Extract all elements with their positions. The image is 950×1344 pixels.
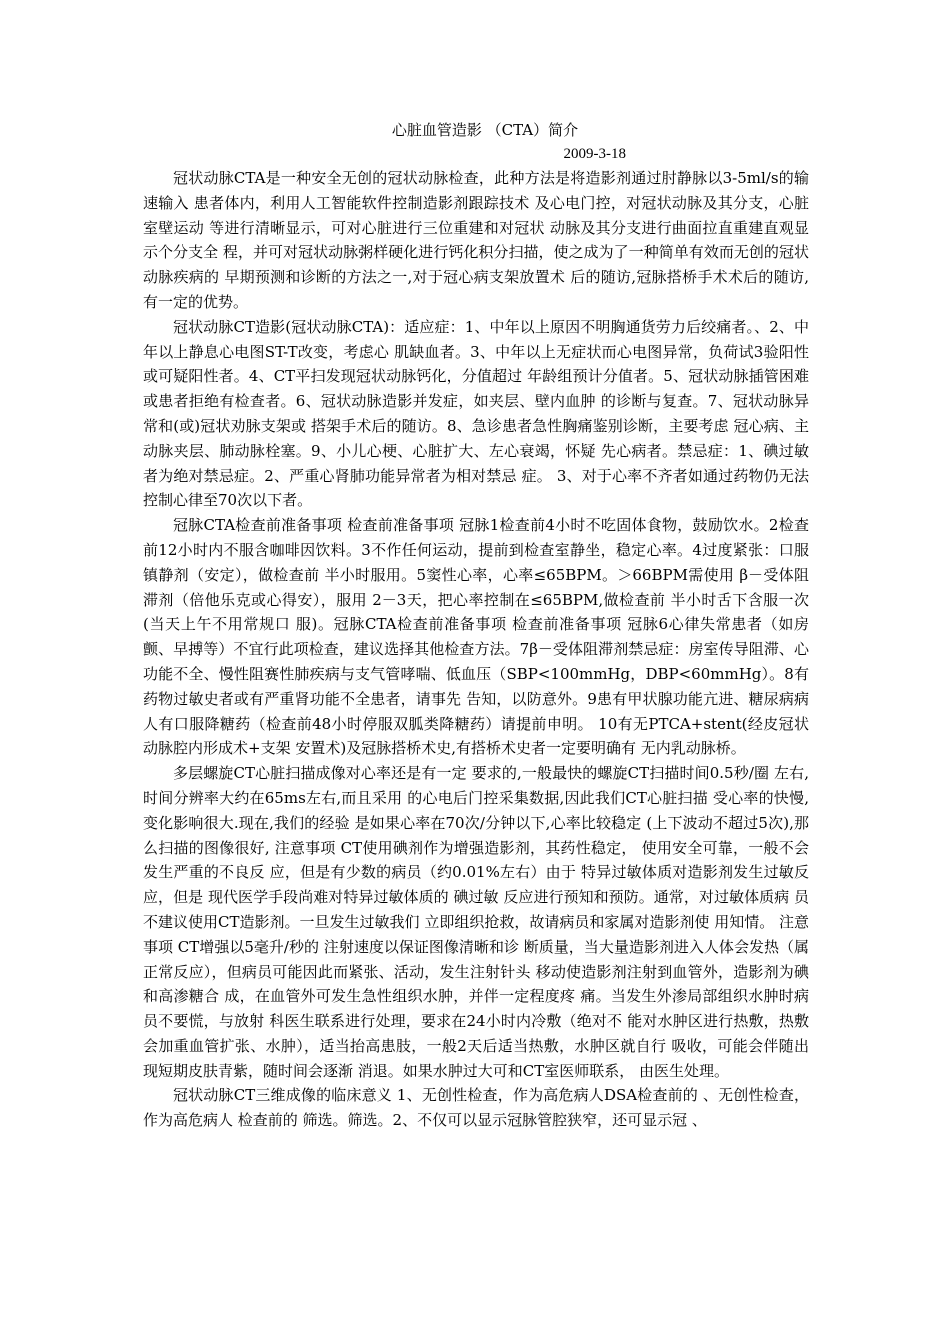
paragraph-intro: 冠状动脉CTA是一种安全无创的冠状动脉检查，此种方法是将造影剂通过肘静脉以3-5ml/s的输速输入 患者体内，利用人工智能软件控制造影剂跟踪技术 及心电门控，对冠状动脉及其分支，心脏室壁运动 等进行清晰显示，可对心脏进行三位重建和对冠状 动脉及其分支进行曲面拉直重建直观显示个分支全 程，并可对冠状动脉粥样硬化进行钙化积分扫描，使之成为了一种简单有效而无创的冠状动脉疾病的 早期预测和诊断的方法之一,对于冠心病支架放置术 后的随访,冠脉搭桥手术术后的随访,有一定的优势。 (143, 169, 809, 311)
document-date: 2009-3-18 (563, 146, 626, 162)
document-page (143, 118, 809, 1133)
paragraph-indications: 冠状动脉CT造影(冠状动脉CTA)：适应症：1、中年以上原因不明胸通货劳力后绞痛者。、2、中年以上静息心电图ST-T改变，考虑心 肌缺血者。3、中年以上无症状而心电图异常，负荷试3验阳性或可疑阳性者。4、CT平扫发现冠状动脉钙化，分值超过 年龄组预计分值者。5、冠状动脉插管困难或患者拒绝有检查者。6、冠状动脉造影并发症，如夹层、壁内血肿 的诊断与复查。7、冠状动脉异常和(或)冠状劝脉支架或 搭架手术后的随访。8、急诊患者急性胸痛鉴别诊断，主要考虑 冠心病、主动脉夹层、肺动脉栓塞。9、小儿心梗、心脏扩大、左心衰竭，怀疑 先心病者。禁忌症：1、碘过敏者为绝对禁忌症。2、严重心肾肺功能异常者为相对禁忌 症。 3、对于心率不齐者如通过药物仍无法 控制心律至70次以下者。 (143, 317, 809, 510)
paragraph-preparation: 冠脉CTA检查前准备事项 检查前准备事项 冠脉1检查前4小时不吃固体食物，鼓励饮水。2检查前12小时内不服含咖啡因饮料。3不作任何运动，提前到检查室静坐，稳定心率。4过度紧张：口服镇静剂（安定），做检查前 半小时服用。5窦性心率，心率≤65BPM。＞66BPM需使用 β－受体阻滞剂（倍他乐克或心得安），服用 2－3天，把心率控制在≤65BPM,做检查前 半小时舌下含服一次(当天上午不用常规口 服)。冠脉CTA检查前准备事项 检查前准备事项 冠脉6心律失常患者（如房颤、早搏等）不宜行此项检查，建议选择其他检查方法。7β－受体阻滞剂禁忌症：房室传导阻滞、心功能不全、慢性阻赛性肺疾病与支气管哮喘、低血压（SBP<100mmHg，DBP<60mmHg）。8有药物过敏史者或有严重肾功能不全患者，请事先 告知，以防意外。9患有甲状腺功能亢进、糖尿病病人有口服降糖药（检查前48小时停服双胍类降糖药）请提前申明。 10有无PTCA+stent(经皮冠状动脉腔内形成术+支架 安置术)及冠脉搭桥术史,有搭桥术史者一定要明确有 无内乳动脉桥。 (143, 516, 809, 758)
paragraph-precautions: 多层螺旋CT心脏扫描成像对心率还是有一定 要求的,一般最快的螺旋CT扫描时间0.5秒/圈 左右,时间分辨率大约在65ms左右,而且采用 的心电后门控采集数据,因此我们CT心脏扫描 受心率的快慢,变化影响很大.现在,我们的经验 是如果心率在70次/分钟以下,心率比较稳定 (上下波动不超过5次),那么扫描的图像很好, 注意事项 CT使用碘剂作为增强造影剂，其药性稳定， 使用安全可靠，一般不会发生严重的不良反 应，但是有少数的病员（约0.01%左右）由于 特异过敏体质对造影剂发生过敏反应，但是 现代医学手段尚难对特异过敏体质的 碘过敏 反应进行预知和预防。通常，对过敏体质病 员不建议使用CT造影剂。一旦发生过敏我们 立即组织抢救，故请病员和家属对造影剂使 用知情。 注意事项 CT增强以5毫升/秒的 注射速度以保证图像清晰和诊 断质量，当大量造影剂进入人体会发热（属正常反应），但病员可能因此而紧张、活动，发生注射针头 移动使造影剂注射到血管外，造影剂为碘和高渗糖合 成，在血管外可发生急性组织水肿，并伴一定程度疼 痛。当发生外渗局部组织水肿时病员不要慌，与放射 科医生联系进行处理，要求在24小时内冷敷（绝对不 能对水肿区进行热敷，热敷会加重血管扩张、水肿），适当抬高患肢，一般2天后适当热敷，水肿区就自行 吸收，可能会伴随出现短期皮肤青紫，随时间会逐渐 消退。如果水肿过大可和CT室医师联系， 由医生处理。 (143, 764, 809, 1080)
document-title: 心脏血管造影 （CTA）简介 (391, 121, 579, 139)
paragraph-clinical-significance: 冠状动脉CT三维成像的临床意义 1、无创性检查，作为高危病人DSA检查前的 、无创性检查，作为高危病人 检查前的 筛选。筛选。2、不仅可以显示冠脉管腔狭窄，还可显示冠 、 (143, 1086, 809, 1130)
